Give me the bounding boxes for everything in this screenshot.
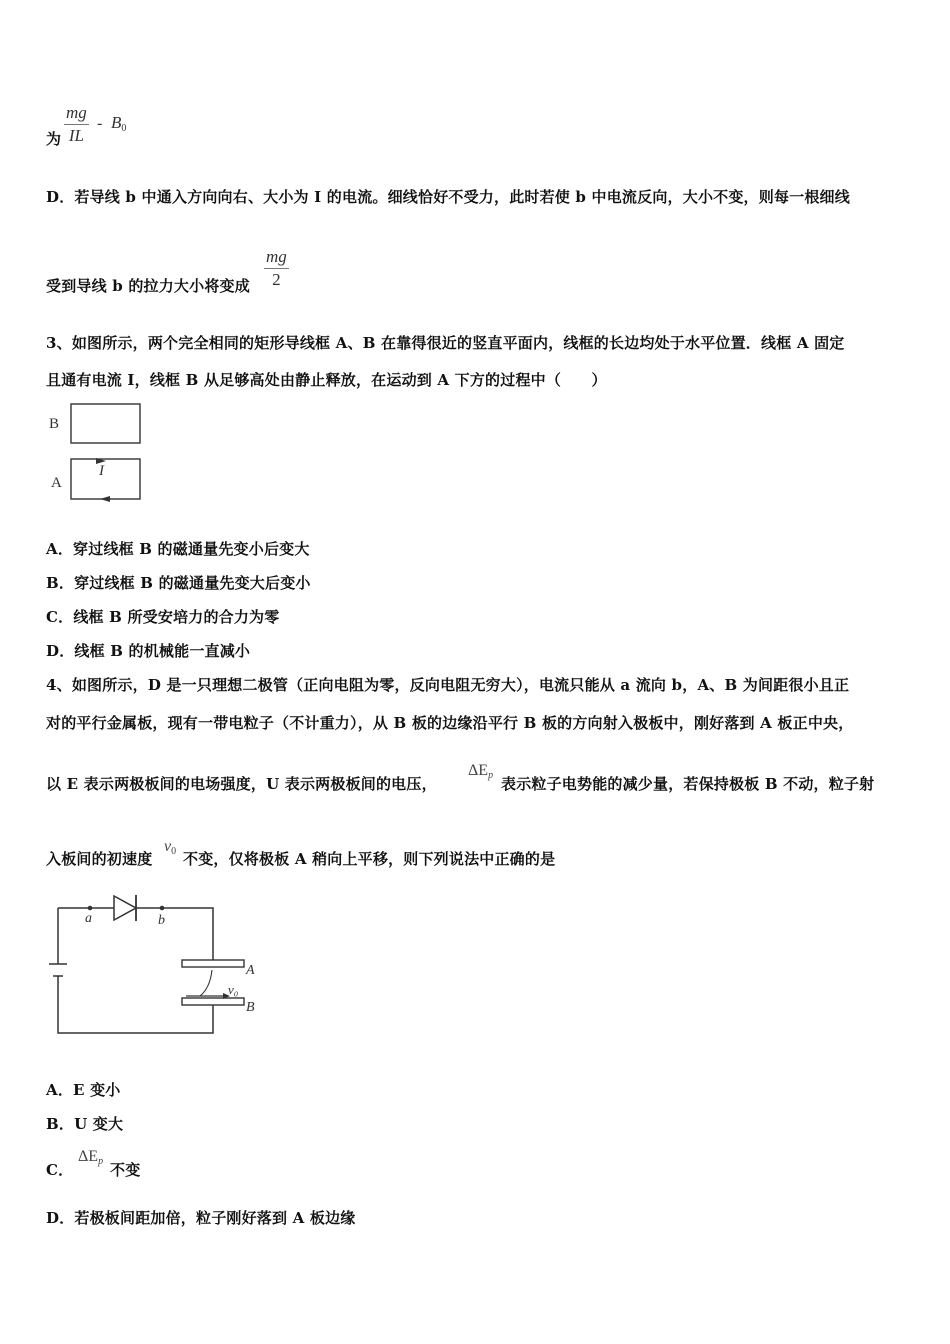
q3-line2: 且通有电流 I，线框 B 从足够高处由静止释放，在运动到 A 下方的过程中（ ） <box>46 371 607 389</box>
fraction-denominator: 2 <box>272 270 281 289</box>
b-subscript: 0 <box>121 123 127 134</box>
q4-line2: 对的平行金属板，现有一带电粒子（不计重力），从 B 板的边缘沿平行 B 板的方向射入极板中，刚好落到 A 板正中央， <box>46 714 854 732</box>
v0-label: v₀ <box>228 982 239 997</box>
plate-b <box>182 998 244 1005</box>
circuit-wire <box>136 908 213 960</box>
frame-a <box>71 459 140 499</box>
plate-b-label: B <box>246 1000 255 1015</box>
delta-e: ΔE <box>78 1148 99 1165</box>
delta-ep-symbol <box>468 762 493 781</box>
q3-line1: 3、如图所示，两个完全相同的矩形导线框 A、B 在靠得很近的竖直平面内，线框的长边均处于水平位置．线框 A 固定 <box>46 334 845 352</box>
q3-label-b: B <box>49 416 60 432</box>
b0-symbol <box>111 113 126 134</box>
diode-icon <box>114 896 136 920</box>
minus-sign: - <box>97 115 103 132</box>
point-a <box>88 906 93 911</box>
delta-e: ΔE <box>468 762 489 779</box>
curve-icon <box>200 970 212 996</box>
point-b <box>160 906 165 911</box>
q3-option-b: B．穿过线框 B 的磁通量先变大后变小 <box>46 574 311 592</box>
q4-circuit-figure <box>40 888 270 1048</box>
q3-option-c: C．线框 B 所受安培力的合力为零 <box>46 608 280 626</box>
label-a: a <box>85 911 92 926</box>
q3-option-a: A．穿过线框 B 的磁通量先变小后变大 <box>46 540 310 558</box>
q4-option-a: A．E 变小 <box>46 1081 121 1099</box>
formula-prefix: 为 <box>46 130 62 148</box>
fraction-mg-il <box>64 103 89 146</box>
q3-option-d: D．线框 B 的机械能一直减小 <box>46 642 251 660</box>
q4-line4b: 不变，仅将极板 A 稍向上平移，则下列说法中正确的是 <box>183 850 556 868</box>
fraction-numerator: mg <box>264 247 289 269</box>
q4-line1: 4、如图所示，D 是一只理想二极管（正向电阻为零，反向电阻无穷大），电流只能从 a 流向 b，A、B 为间距很小且正 <box>46 676 850 694</box>
q4-option-d: D．若极板间距加倍，粒子刚好落到 A 板边缘 <box>46 1209 356 1227</box>
b-letter: B <box>111 113 122 132</box>
q3-figure <box>44 398 154 504</box>
frame-b <box>71 404 140 443</box>
arrow-bottom-icon <box>100 496 110 502</box>
q4-option-c-prefix: C． <box>46 1161 74 1179</box>
fraction-denominator: IL <box>68 126 84 145</box>
v-letter: v <box>164 838 172 855</box>
plate-a <box>182 960 244 967</box>
fraction-numerator: mg <box>64 103 89 125</box>
v-subscript: 0 <box>171 846 177 857</box>
v0-symbol <box>164 838 176 857</box>
current-label: I <box>99 463 104 479</box>
plate-a-label: A <box>246 963 255 978</box>
battery-icon <box>49 964 67 976</box>
q4-option-c-suffix: 不变 <box>110 1161 141 1179</box>
p-subscript: p <box>488 770 494 781</box>
option-2d-line2: 受到导线 b 的拉力大小将变成 <box>46 277 250 295</box>
q3-label-a: A <box>51 475 62 491</box>
fraction-mg-2 <box>264 247 289 290</box>
q4-option-b: B．U 变大 <box>46 1115 124 1133</box>
label-b: b <box>158 913 165 928</box>
delta-ep-symbol <box>78 1148 103 1167</box>
q4-line3b: 表示粒子电势能的减少量，若保持极板 B 不动，粒子射 <box>501 775 875 793</box>
option-2d-line1: D．若导线 b 中通入方向向右、大小为 I 的电流。细线恰好不受力，此时若使 b 中电流反向，大小不变，则每一根细线 <box>46 188 850 206</box>
p-subscript: p <box>98 1156 104 1167</box>
q4-line3a: 以 E 表示两极板间的电场强度，U 表示两极板间的电压， <box>46 775 437 793</box>
q4-line4a: 入板间的初速度 <box>46 850 153 868</box>
